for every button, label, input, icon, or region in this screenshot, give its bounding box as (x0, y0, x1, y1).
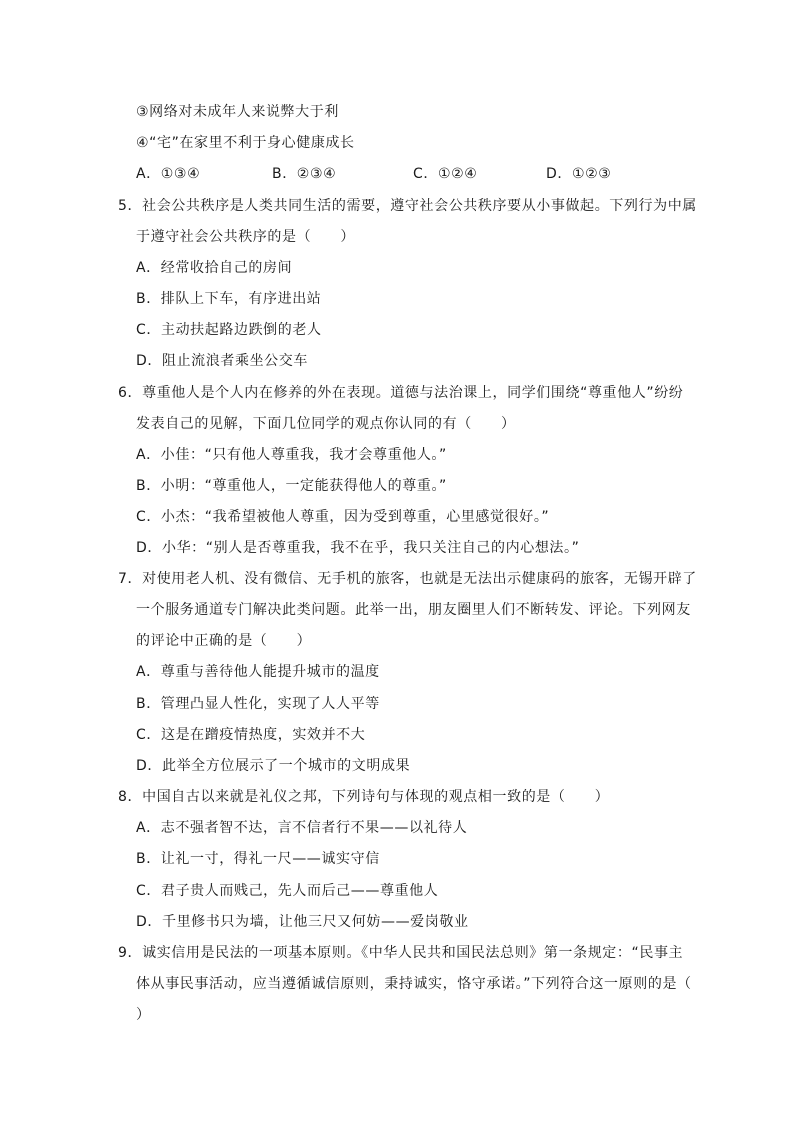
q8-option-c: C．君子贵人而贱己，先人而后己——尊重他人 (136, 883, 439, 899)
q8-stem-line-1: 8．中国自古以来就是礼仪之邦，下列诗句与体现的观点相一致的是（ ） (118, 789, 610, 805)
q8-option-d: D．千里修书只为墙，让他三尺又何妨——爱岗敬业 (136, 914, 469, 930)
q6-stem-line-1: 6．尊重他人是个人内在修养的外在表现。道德与法治课上，同学们围绕“尊重他人”纷纷 (118, 385, 684, 401)
q9-stem-line-1: 9．诚实信用是民法的一项基本原则。《中华人民共和国民法总则》第一条规定：“民事主 (118, 945, 684, 961)
q7-stem-line-3: 的评论中正确的是（ ） (136, 633, 312, 649)
q6-stem-line-2: 发表自己的见解，下面几位同学的观点你认同的有（ ） (136, 416, 516, 432)
q5-stem-line-2: 于遵守社会公共秩序的是（ ） (136, 229, 355, 245)
q5-option-a: A．经常收拾自己的房间 (136, 260, 293, 276)
q7-option-a: A．尊重与善待他人能提升城市的温度 (136, 664, 380, 680)
prev-option-d: D．①②③ (546, 166, 612, 182)
prev-option-c: C．①②④ (413, 166, 478, 182)
q9-stem-line-2: 体从事民事活动，应当遵循诚信原则，秉持诚实，恪守承诺。”下列符合这一原则的是（ (136, 976, 692, 992)
q6-option-a: A．小佳：“只有他人尊重我，我才会尊重他人。” (136, 447, 447, 463)
q5-stem-line-1: 5．社会公共秩序是人类共同生活的需要，遵守社会公共秩序要从小事做起。下列行为中属 (118, 198, 697, 214)
statement-3: ③网络对未成年人来说弊大于利 (136, 104, 339, 120)
q6-option-b: B．小明：“尊重他人，一定能获得他人的尊重。” (136, 478, 447, 494)
q7-option-c: C．这是在蹭疫情热度，实效并不大 (136, 727, 366, 743)
q8-option-b: B．让礼一寸，得礼一尺——诚实守信 (136, 851, 380, 867)
q5-option-c: C．主动扶起路边跌倒的老人 (136, 322, 322, 338)
prev-option-a: A．①③④ (136, 166, 201, 182)
q5-option-d: D．阻止流浪者乘坐公交车 (136, 353, 308, 369)
q7-option-b: B．管理凸显人性化，实现了人人平等 (136, 696, 380, 712)
q7-option-d: D．此举全方位展示了一个城市的文明成果 (136, 758, 411, 774)
q9-stem-line-3: ） (136, 1007, 151, 1023)
q5-option-b: B．排队上下车，有序进出站 (136, 291, 322, 307)
q6-option-c: C．小杰：“我希望被他人尊重，因为受到尊重，心里感觉很好。” (136, 509, 550, 525)
prev-option-b: B．②③④ (272, 166, 337, 182)
q7-stem-line-1: 7．对使用老人机、没有微信、无手机的旅客，也就是无法出示健康码的旅客，无锡开辟了 (118, 571, 697, 587)
statement-4: ④“宅”在家里不利于身心健康成长 (136, 135, 355, 151)
q8-option-a: A．志不强者智不达，言不信者行不果——以礼待人 (136, 820, 468, 836)
q7-stem-line-2: 一个服务通道专门解决此类问题。此举一出，朋友圈里人们不断转发、评论。下列网友 (136, 602, 691, 618)
q6-option-d: D．小华：“别人是否尊重我，我不在乎，我只关注自己的内心想法。” (136, 540, 580, 556)
